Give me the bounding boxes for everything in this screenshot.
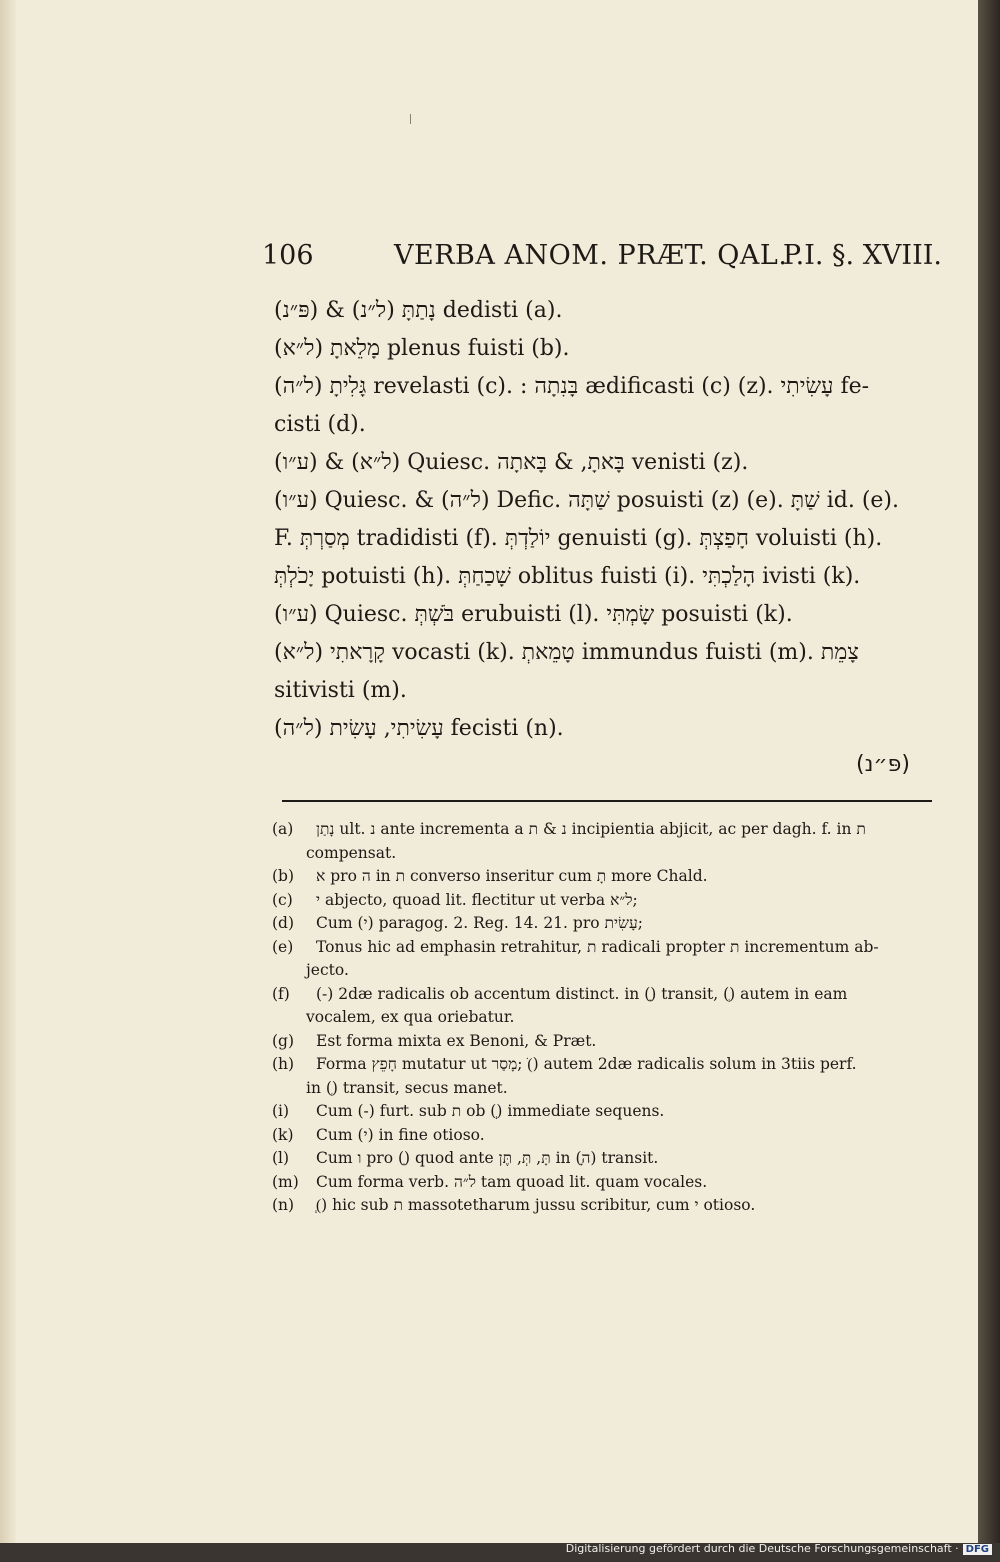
footnote-continuation xyxy=(272,1077,938,1101)
footnote xyxy=(272,1171,938,1195)
digitization-credit xyxy=(566,1542,992,1560)
footnote-text: vocalem, ex qua oriebatur. xyxy=(306,1008,515,1026)
footnote-mark: (i) xyxy=(272,1102,290,1120)
page-edge xyxy=(0,0,16,1543)
text-line: sitivisti (m). xyxy=(274,678,407,703)
footnote-rule xyxy=(282,800,932,802)
footnote-continuation xyxy=(272,842,938,866)
footnote-text: Forma חָפֵץ mutatur ut מָסַר; (ֹ) autem 2dæ radicalis solum in 3tiis perf. xyxy=(316,1055,857,1073)
footnote-mark: (m) xyxy=(272,1172,299,1191)
footnote-continuation xyxy=(272,959,938,983)
credit-text: Digitalisierung gefördert durch die Deutsche Forschungsgemeinschaft · xyxy=(565,1542,959,1555)
footnote-mark: (g) xyxy=(272,1031,295,1050)
footnote xyxy=(272,1147,938,1171)
text-line: (ע״ו) Quiesc. & (ל״ה) Defic. שַׁתָּה posuisti (z) (e). שַׁתָּ id. (e). xyxy=(274,488,899,513)
main-text xyxy=(274,292,936,748)
footnote-text: נָתַן ult. נ ante incrementa a נ & ת incipientia abjicit, ac per dagh. f. in ת xyxy=(316,820,866,838)
footnote-mark: (l) xyxy=(272,1149,290,1167)
footnote xyxy=(272,936,938,960)
footnote-text: י abjecto, quoad lit. flectitur ut verba ל״א; xyxy=(316,890,638,909)
footnote-mark: (e) xyxy=(272,937,294,956)
footnote-text: Cum ו pro (ָ) quod ante תָּ, תְּ, תֶּן in (ָה) transit. xyxy=(316,1149,659,1167)
running-header xyxy=(262,240,942,280)
book-spine xyxy=(978,0,1000,1543)
footnote-mark: (d) xyxy=(272,914,295,932)
footnote xyxy=(272,1124,938,1148)
footnote-text: Tonus hic ad emphasin retrahitur, ת radicali propter ת incrementum ab- xyxy=(316,937,879,956)
footnote xyxy=(272,912,938,936)
text-line: (ל״ה) גָּלִיתָ revelasti (c). : בָּנִתָה ædificasti (c) (z). עָשִׂיתִי fe- xyxy=(274,374,870,399)
footnote-text: (ְ) hic sub ת massotetharum jussu scribitur, cum י otioso. xyxy=(316,1196,756,1214)
pencil-mark xyxy=(410,114,411,124)
footnotes xyxy=(272,818,938,1218)
footnote-text: compensat. xyxy=(306,843,397,862)
footnote-mark: (a) xyxy=(272,820,294,838)
footnote-mark: (n) xyxy=(272,1196,295,1214)
footnote-text: Cum forma verb. ל״ה tam quoad lit. quam vocales. xyxy=(316,1172,708,1191)
footnote xyxy=(272,818,938,842)
text-line: (ע״ו) & (ל״א) Quiesc. בָּאתָ, & בָּאתָה venisti (z). xyxy=(274,450,749,475)
footnote-mark: (c) xyxy=(272,890,293,909)
text-line: cisti (d). xyxy=(274,412,366,437)
footnote-continuation xyxy=(272,1006,938,1030)
footnote xyxy=(272,889,938,913)
footnote-text: Cum (י) paragog. 2. Reg. 14. 21. pro עָשִׂית; xyxy=(316,914,643,932)
footnote-text: in (ְ) transit, secus manet. xyxy=(306,1078,508,1097)
text-line: (ע״ו) Quiesc. בֹּשְׁתְּ erubuisti (l). שָׂמְתִּי posuisti (k). xyxy=(274,602,793,627)
footnote-mark: (k) xyxy=(272,1125,294,1144)
footnote-text: Cum (-) furt. sub ת ob (ְ) immediate sequens. xyxy=(316,1102,665,1120)
footnote-text: (-) 2dæ radicalis ob accentum distinct. in (ָ) transit, (ְ) autem in eam xyxy=(316,984,848,1003)
footnote xyxy=(272,865,938,889)
catchword: (פּ״נ) xyxy=(856,752,910,777)
footnote xyxy=(272,1030,938,1054)
footnote-text: Est forma mixta ex Benoni, & Præt. xyxy=(316,1031,597,1050)
running-title: VERBA ANOM. PRÆT. QAL. xyxy=(394,240,788,271)
footnote-mark: (f) xyxy=(272,984,290,1003)
footnote xyxy=(272,1194,938,1218)
text-line: יָכֹלְתְּ potuisti (h). שָׁכַחַתְּ oblitus fuisti (i). הָלַכְתִּי ivisti (k). xyxy=(274,564,861,589)
footnote-text: jecto. xyxy=(306,961,349,979)
footnote xyxy=(272,1053,938,1077)
footnote-text: א pro ה in ת converso inseritur cum תָ more Chald. xyxy=(316,867,708,885)
text-line: (ל״א) קָרָאתִי vocasti (k). טָמֵאתְ immundus fuisti (m). צָמֵת xyxy=(274,640,859,665)
text-line: (ל״ה) עָשִׂיתִי, עָשִׂית fecisti (n). xyxy=(274,716,564,741)
section-mark: P.I. §. XVIII. xyxy=(782,240,942,271)
text-line: F. מְסַרְתְּ tradidisti (f). יוֹלַדְתְּ genuisti (g). חָפַצְתְּ voluisti (h). xyxy=(274,526,883,551)
footnote xyxy=(272,983,938,1007)
footnote xyxy=(272,1100,938,1124)
dfg-logo-icon: DFG xyxy=(963,1544,992,1555)
page-number: 106 xyxy=(262,240,314,271)
footnote-text: Cum (י) in fine otioso. xyxy=(316,1125,485,1144)
text-line: (ל״א) מָלֵאתָ plenus fuisti (b). xyxy=(274,336,570,361)
footnote-mark: (h) xyxy=(272,1055,295,1073)
text-line: (פּ״נ) & (ל״נ) נָתַתָּ dedisti (a). xyxy=(274,298,563,323)
footnote-mark: (b) xyxy=(272,867,295,885)
